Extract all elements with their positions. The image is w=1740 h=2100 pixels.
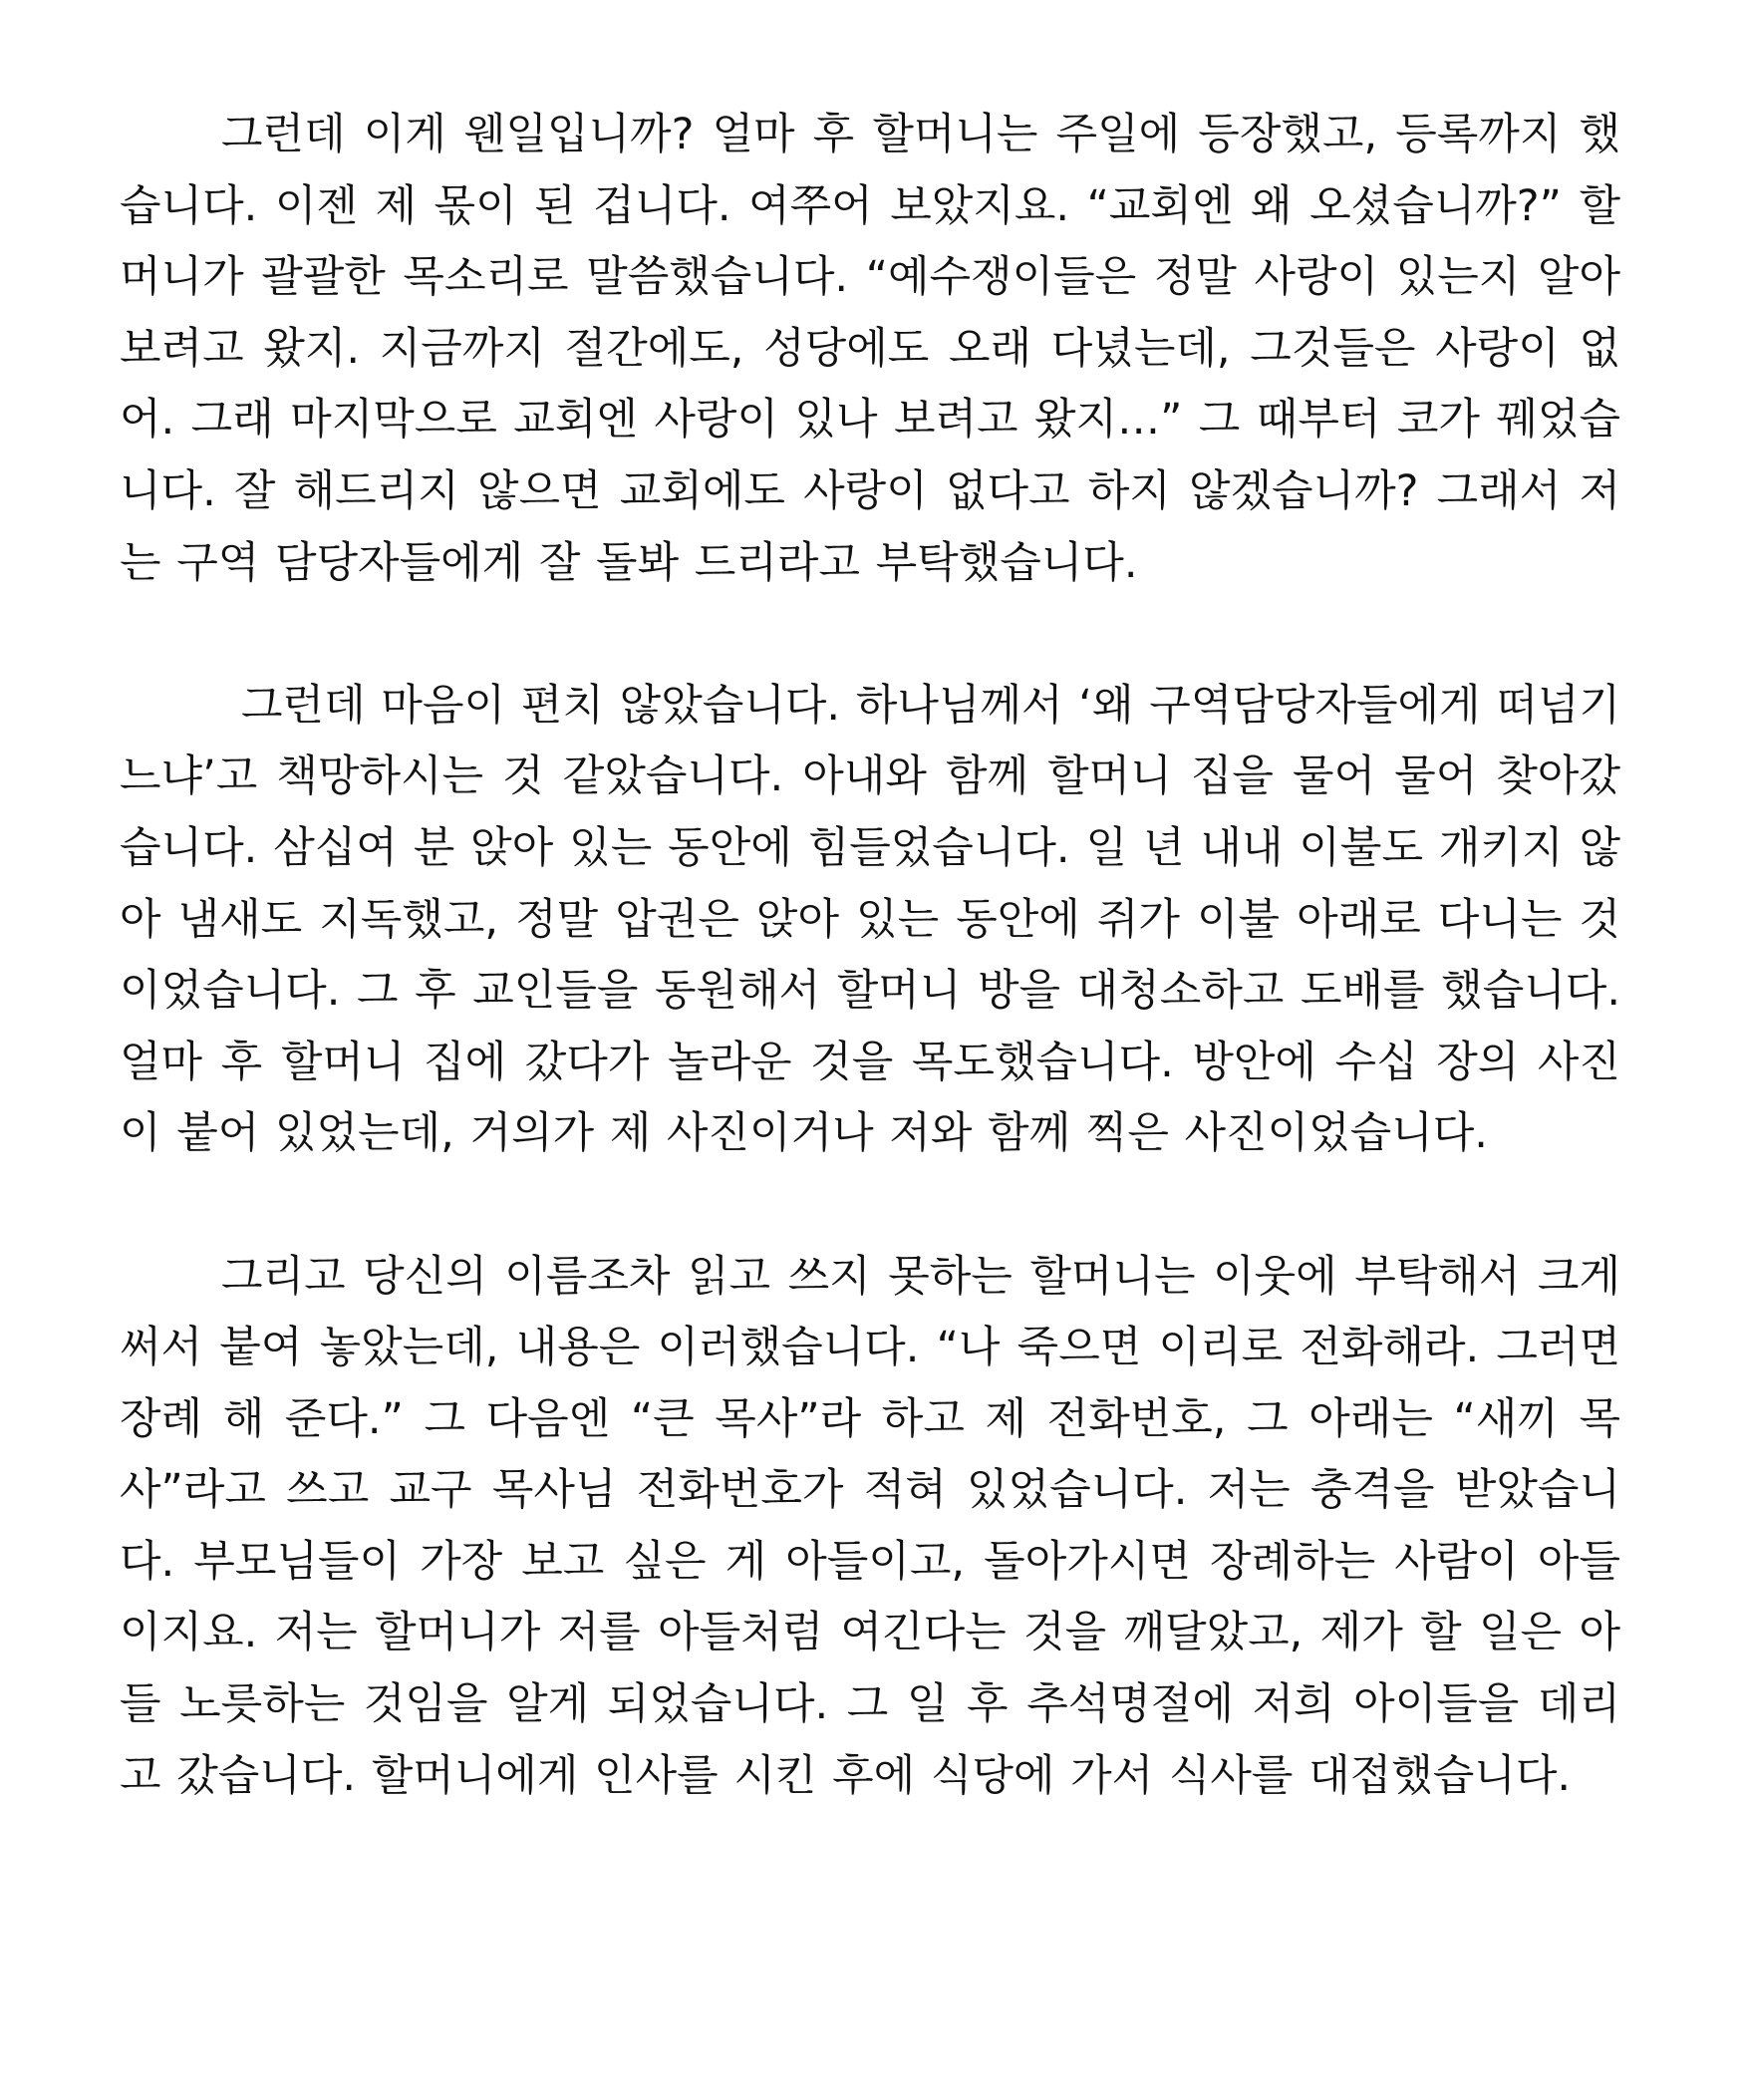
paragraph-3: 그리고 당신의 이름조차 읽고 쓰지 못하는 할머니는 이웃에 부탁해서 크게 써서 붙여 놓았는데, 내용은 이러했습니다. “나 죽으면 이리로 전화해라. 그러면 장례 해 준다.” 그 다음엔 “큰 목사”라 하고 제 전화번호, 그 아래는 “새끼 목사”라고 쓰고 교구 목사님 전화번호가 적혀 있었습니다. 저는 충격을 받았습니다. 부모님들이 가장 보고 싶은 게 아들이고, 돌아가시면 장례하는 사람이 아들이지요. 저는 할머니가 저를 아들처럼 여긴다는 것을 깨달았고, 제가 할 일은 아들 노릇하는 것임을 알게 되었습니다. 그 일 후 추석명절에 저희 아이들을 데리고 갔습니다. 할머니에게 인사를 시킨 후에 식당에 가서 식사를 대접했습니다. <box>120 1251 1620 1801</box>
paragraph-1: 그런데 이게 웬일입니까? 얼마 후 할머니는 주일에 등장했고, 등록까지 했습니다. 이젠 제 몫이 된 겁니다. 여쭈어 보았지요. “교회엔 왜 오셨습니까?” 할머니가 괄괄한 목소리로 말씀했습니다. “예수쟁이들은 정말 사랑이 있는지 알아보려고 왔지. 지금까지 절간에도, 성당에도 오래 다녔는데, 그것들은 사랑이 없어. 그래 마지막으로 교회엔 사랑이 있나 보려고 왔지…” 그 때부터 코가 꿰었습니다. 잘 해드리지 않으면 교회에도 사랑이 없다고 하지 않겠습니까? 그래서 저는 구역 담당자들에게 잘 돌봐 드리라고 부탁했습니다. <box>120 110 1620 588</box>
paragraph-2: 그런데 마음이 편치 않았습니다. 하나님께서 ‘왜 구역담당자들에게 떠넘기느냐’고 책망하시는 것 같았습니다. 아내와 함께 할머니 집을 물어 물어 찾아갔습니다. 삼십여 분 앉아 있는 동안에 힘들었습니다. 일 년 내내 이불도 개키지 않아 냄새도 지독했고, 정말 압권은 앉아 있는 동안에 쥐가 이불 아래로 다니는 것이었습니다. 그 후 교인들을 동원해서 할머니 방을 대청소하고 도배를 했습니다. 얼마 후 할머니 집에 갔다가 놀라운 것을 목도했습니다. 방안에 수십 장의 사진이 붙어 있었는데, 거의가 제 사진이거나 저와 함께 찍은 사진이었습니다. <box>120 680 1620 1159</box>
document-page <box>120 100 1620 1812</box>
